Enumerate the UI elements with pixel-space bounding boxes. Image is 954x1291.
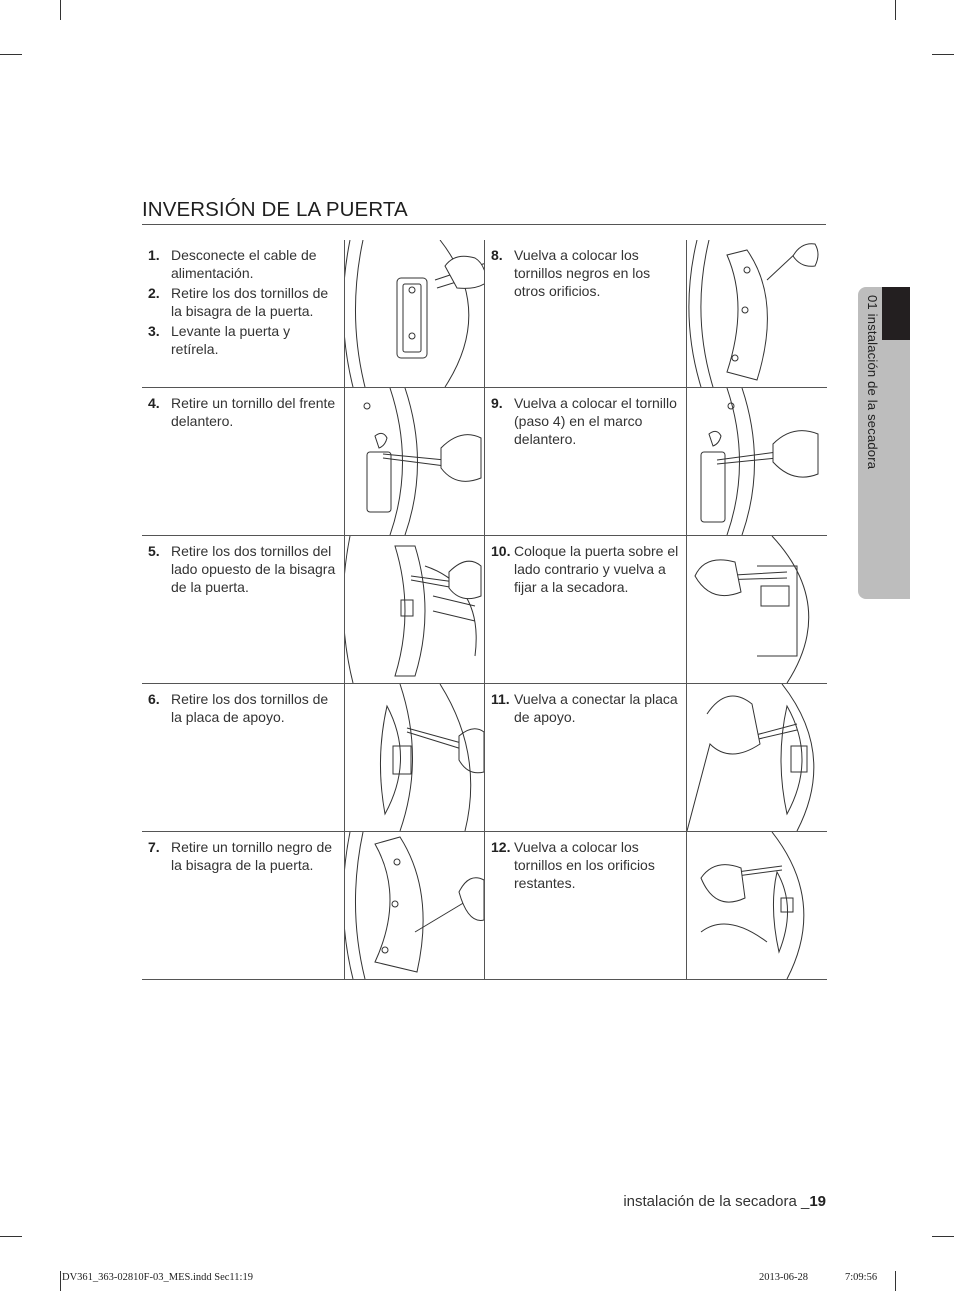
title-divider — [142, 224, 826, 225]
chapter-tab-marker — [882, 287, 910, 340]
table-row — [142, 240, 827, 388]
table-row — [142, 684, 827, 832]
list-item: 10. Coloque la puerta sobre el lado contrario y vuelva a fijar a la secadora. — [491, 543, 679, 595]
list-item: 6. Retire los dos tornillos de la placa de apoyo. — [148, 691, 329, 725]
table-row — [142, 388, 827, 536]
step-text-cell — [142, 684, 345, 832]
slug-time: 7:09:56 — [845, 1272, 878, 1283]
slug-filename: DV361_363-02810F-03_MES.indd Sec11:19 — [62, 1272, 253, 1283]
list-item: 8. Vuelva a colocar los tornillos negros en los otros orificios. — [491, 247, 651, 299]
list-item: 2. Retire los dos tornillos de la bisagra de la puerta. — [148, 285, 329, 319]
step-text-cell — [485, 240, 687, 388]
step-illustration-1 — [345, 240, 485, 388]
page-number: 19 — [809, 1193, 826, 1210]
step-illustration-5 — [345, 536, 485, 684]
step-text-cell — [485, 536, 687, 684]
step-illustration-12 — [687, 832, 828, 980]
list-item: 1. Desconecte el cable de alimentación. — [148, 247, 317, 281]
list-item: 9. Vuelva a colocar el tornillo (paso 4) en el marco delantero. — [491, 395, 677, 447]
slug-date: 2013-06-28 — [759, 1272, 808, 1283]
step-text-cell — [142, 240, 345, 388]
list-item: 12. Vuelva a colocar los tornillos en los orificios restantes. — [491, 839, 655, 891]
footer-section-label: instalación de la secadora _ — [623, 1193, 810, 1210]
list-item: 5. Retire los dos tornillos del lado opuesto de la bisagra de la puerta. — [148, 543, 336, 595]
list-item: 7. Retire un tornillo negro de la bisagra de la puerta. — [148, 839, 333, 873]
list-item: 3. Levante la puerta y retírela. — [148, 323, 291, 357]
step-text-cell — [485, 684, 687, 832]
list-item: 11. Vuelva a conectar la placa de apoyo. — [491, 691, 678, 725]
step-illustration-9 — [687, 388, 828, 536]
chapter-tab-label: 01 instalación de la secadora — [865, 295, 880, 470]
step-illustration-4 — [345, 388, 485, 536]
step-text-cell — [485, 388, 687, 536]
step-text-cell — [142, 832, 345, 980]
step-illustration-7 — [345, 832, 485, 980]
step-illustration-11 — [687, 684, 828, 832]
step-illustration-8 — [687, 240, 828, 388]
step-text-cell — [485, 832, 687, 980]
step-illustration-10 — [687, 536, 828, 684]
table-row — [142, 832, 827, 980]
table-row — [142, 536, 827, 684]
page-title: INVERSIÓN DE LA PUERTA — [142, 198, 408, 221]
step-illustration-6 — [345, 684, 485, 832]
steps-table — [142, 240, 827, 980]
page-footer — [560, 1193, 826, 1210]
list-item: 4. Retire un tornillo del frente delantero. — [148, 395, 336, 429]
step-text-cell — [142, 536, 345, 684]
step-text-cell — [142, 388, 345, 536]
